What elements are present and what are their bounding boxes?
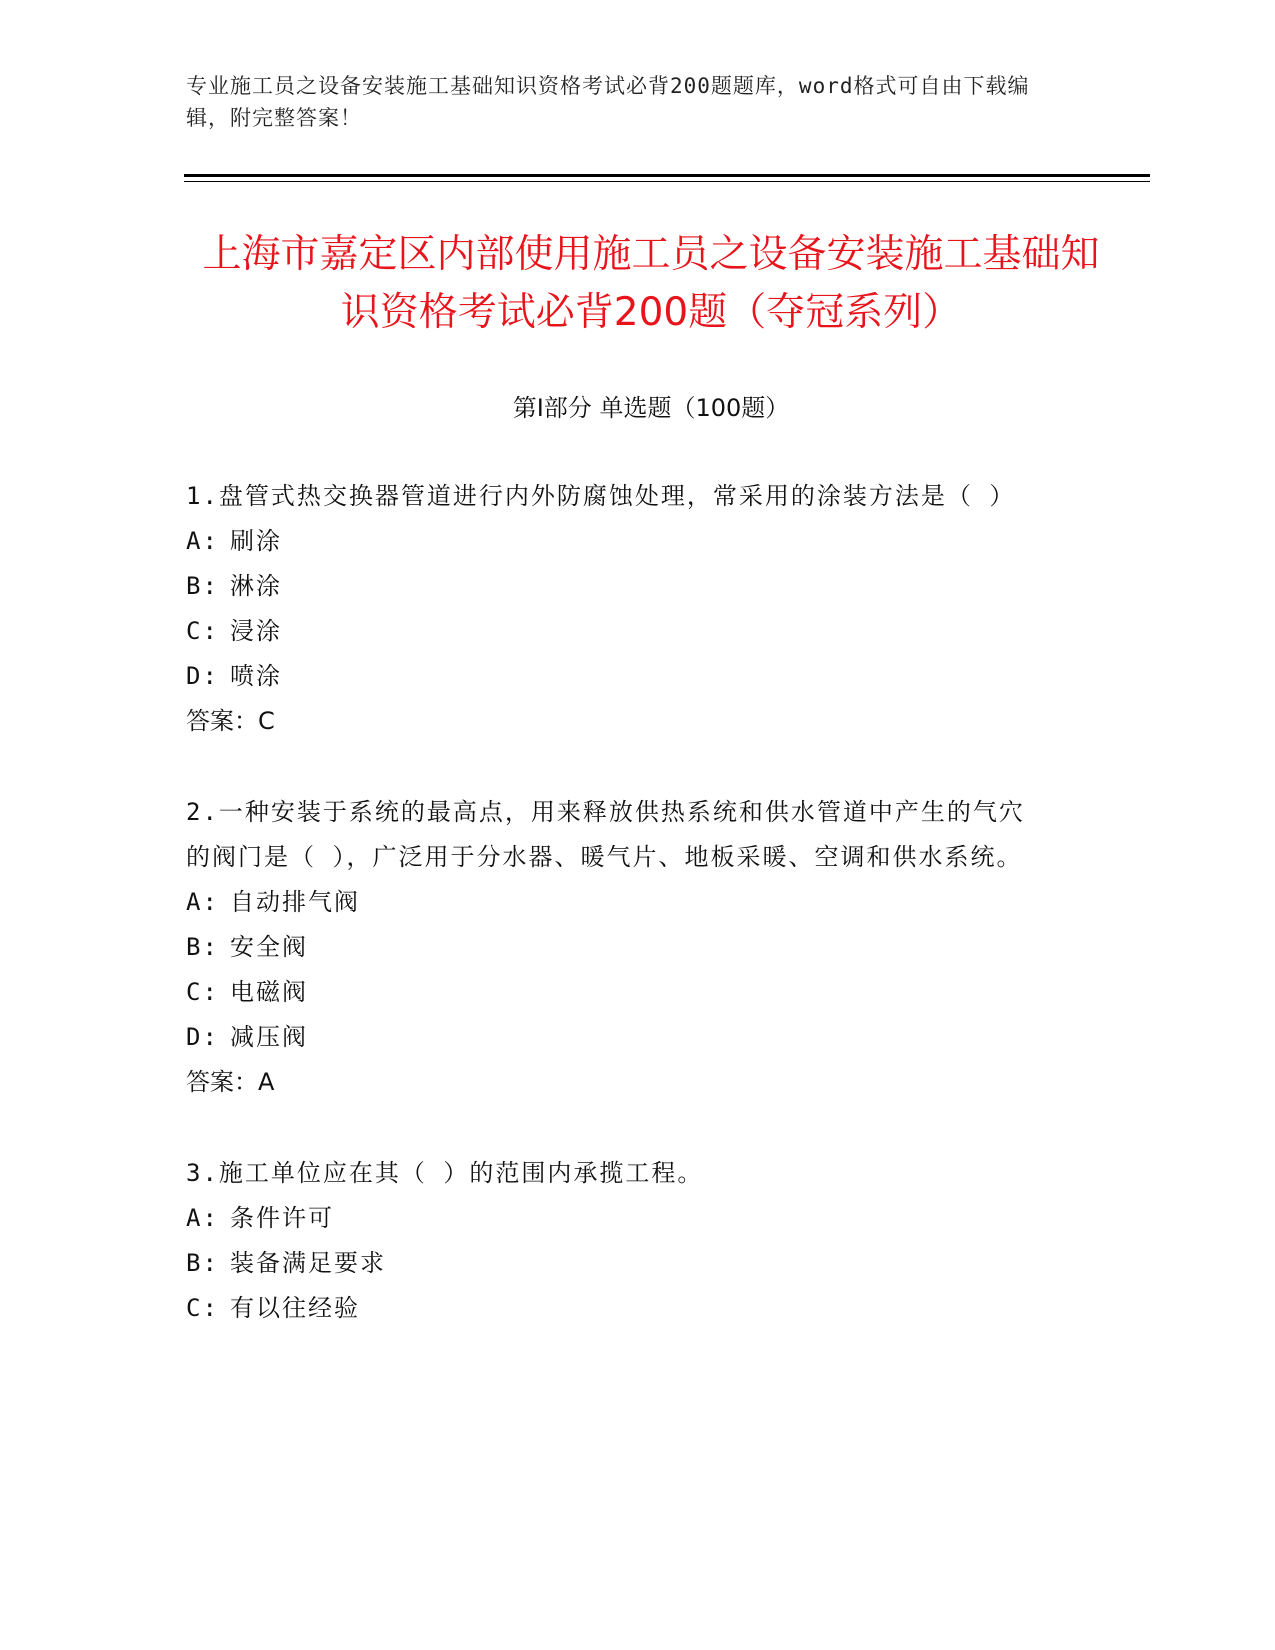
answer-label: 答案：: [186, 1068, 258, 1096]
document-page: [186, 70, 1100, 1377]
option-letter: B:: [186, 933, 219, 961]
option-letter: A:: [186, 888, 219, 916]
question-1: [186, 474, 1066, 744]
option-a: [186, 1196, 1066, 1241]
question-2: [186, 790, 1066, 1105]
option-text: 浸涂: [230, 617, 282, 645]
option-text: 有以往经验: [230, 1294, 360, 1322]
option-text: 淋涂: [230, 572, 282, 600]
option-b: [186, 1241, 1066, 1286]
section-title: 第Ⅰ部分 单选题（100题）: [512, 394, 790, 422]
answer-line: [186, 699, 1066, 744]
option-letter: C:: [186, 1294, 219, 1322]
option-b: [186, 564, 1066, 609]
document-title: 上海市嘉定区内部使用施工员之设备安装施工基础知识资格考试必背200题（夺冠系列）: [202, 232, 1100, 335]
answer-value: A: [258, 1068, 275, 1096]
question-text: 2.一种安装于系统的最高点，用来释放供热系统和供水管道中产生的气穴的阀门是（ ），广泛用于分水器、暖气片、地板采暖、空调和供水系统。: [186, 798, 1025, 871]
option-text: 电磁阀: [230, 978, 308, 1006]
divider-thin-line: [184, 181, 1150, 182]
option-text: 装备满足要求: [230, 1249, 386, 1277]
option-text: 安全阀: [230, 933, 308, 961]
option-text: 自动排气阀: [230, 888, 360, 916]
option-c: [186, 609, 1066, 654]
answer-value: C: [258, 707, 275, 735]
option-text: 条件许可: [230, 1204, 334, 1232]
question-text: 3.施工单位应在其（ ）的范围内承揽工程。: [186, 1159, 704, 1187]
header-divider: [184, 174, 1150, 182]
question-text: 1.盘管式热交换器管道进行内外防腐蚀处理，常采用的涂装方法是（ ）: [186, 482, 1016, 510]
option-d: [186, 1015, 1066, 1060]
answer-label: 答案：: [186, 707, 258, 735]
option-c: [186, 970, 1066, 1015]
option-a: [186, 880, 1066, 925]
divider-thick-line: [184, 174, 1150, 177]
option-text: 刷涂: [230, 527, 282, 555]
option-letter: B:: [186, 1249, 219, 1277]
option-d: [186, 654, 1066, 699]
answer-line: [186, 1060, 1066, 1105]
option-letter: D:: [186, 1023, 219, 1051]
option-letter: B:: [186, 572, 219, 600]
option-letter: A:: [186, 1204, 219, 1232]
question-3: [186, 1151, 1066, 1331]
option-a: [186, 519, 1066, 564]
option-letter: C:: [186, 617, 219, 645]
option-letter: A:: [186, 527, 219, 555]
option-c: [186, 1286, 1066, 1331]
question-list: [186, 474, 1066, 1331]
option-text: 减压阀: [230, 1023, 308, 1051]
option-letter: C:: [186, 978, 219, 1006]
option-letter: D:: [186, 662, 219, 690]
header-note: 专业施工员之设备安装施工基础知识资格考试必背200题题库，word格式可自由下载编辑，附完整答案！: [186, 74, 1030, 130]
option-b: [186, 925, 1066, 970]
option-text: 喷涂: [230, 662, 282, 690]
